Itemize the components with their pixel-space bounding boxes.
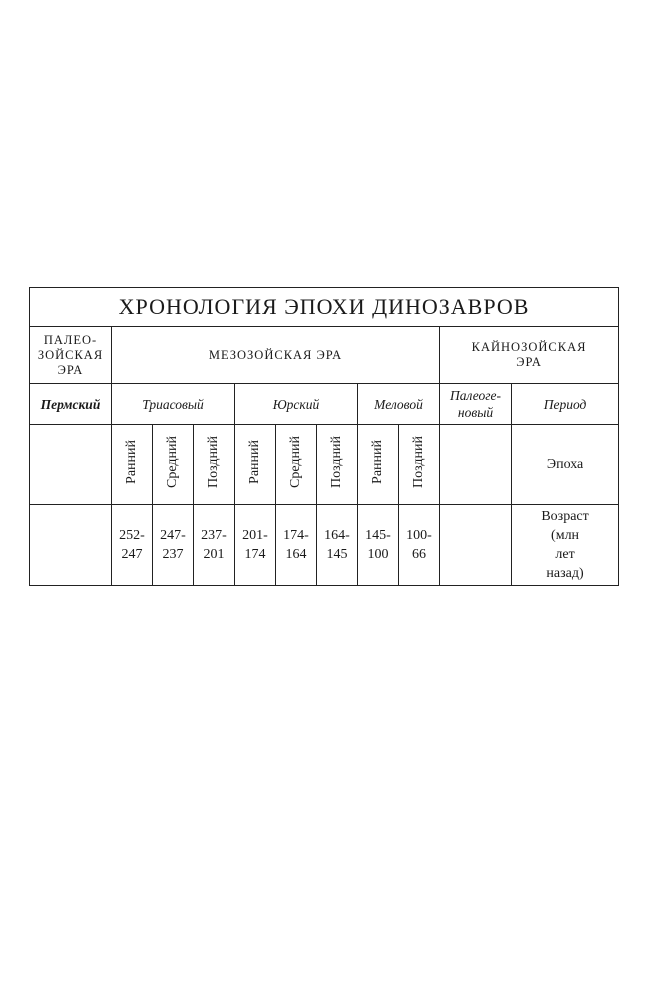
era-cenozoic: КАЙНОЗОЙСКАЯ ЭРА [440,327,619,384]
empty-cell [30,505,112,586]
age-cell: 252- 247 [112,505,153,586]
epoch-row-label: Эпоха [512,425,619,505]
chronology-table [29,287,619,586]
epoch-jurassic-early: Ранний [235,425,276,505]
age-cell: 145- 100 [358,505,399,586]
empty-cell [30,425,112,505]
period-row-label: Период [512,384,619,425]
period-paleogene: Палеоге- новый [440,384,512,425]
era-mesozoic: МЕЗОЗОЙСКАЯ ЭРА [112,327,440,384]
era-paleozoic: ПАЛЕО- ЗОЙСКАЯ ЭРА [30,327,112,384]
empty-cell [440,425,512,505]
empty-cell [440,505,512,586]
epoch-triassic-middle: Средний [153,425,194,505]
period-permian: Пермский [30,384,112,425]
epoch-jurassic-middle: Средний [276,425,317,505]
epoch-triassic-late: Поздний [194,425,235,505]
period-cretaceous: Меловой [358,384,440,425]
epoch-jurassic-late: Поздний [317,425,358,505]
age-cell: 237- 201 [194,505,235,586]
age-cell: 174- 164 [276,505,317,586]
age-cell: 201- 174 [235,505,276,586]
age-cell: 164- 145 [317,505,358,586]
epoch-cretaceous-early: Ранний [358,425,399,505]
table-title: ХРОНОЛОГИЯ ЭПОХИ ДИНОЗАВРОВ [30,288,619,327]
age-row-label: Возраст (млн лет назад) [512,505,619,586]
age-cell: 247- 237 [153,505,194,586]
epoch-cretaceous-late: Поздний [399,425,440,505]
period-jurassic: Юрский [235,384,358,425]
period-triassic: Триасовый [112,384,235,425]
epoch-triassic-early: Ранний [112,425,153,505]
age-cell: 100- 66 [399,505,440,586]
